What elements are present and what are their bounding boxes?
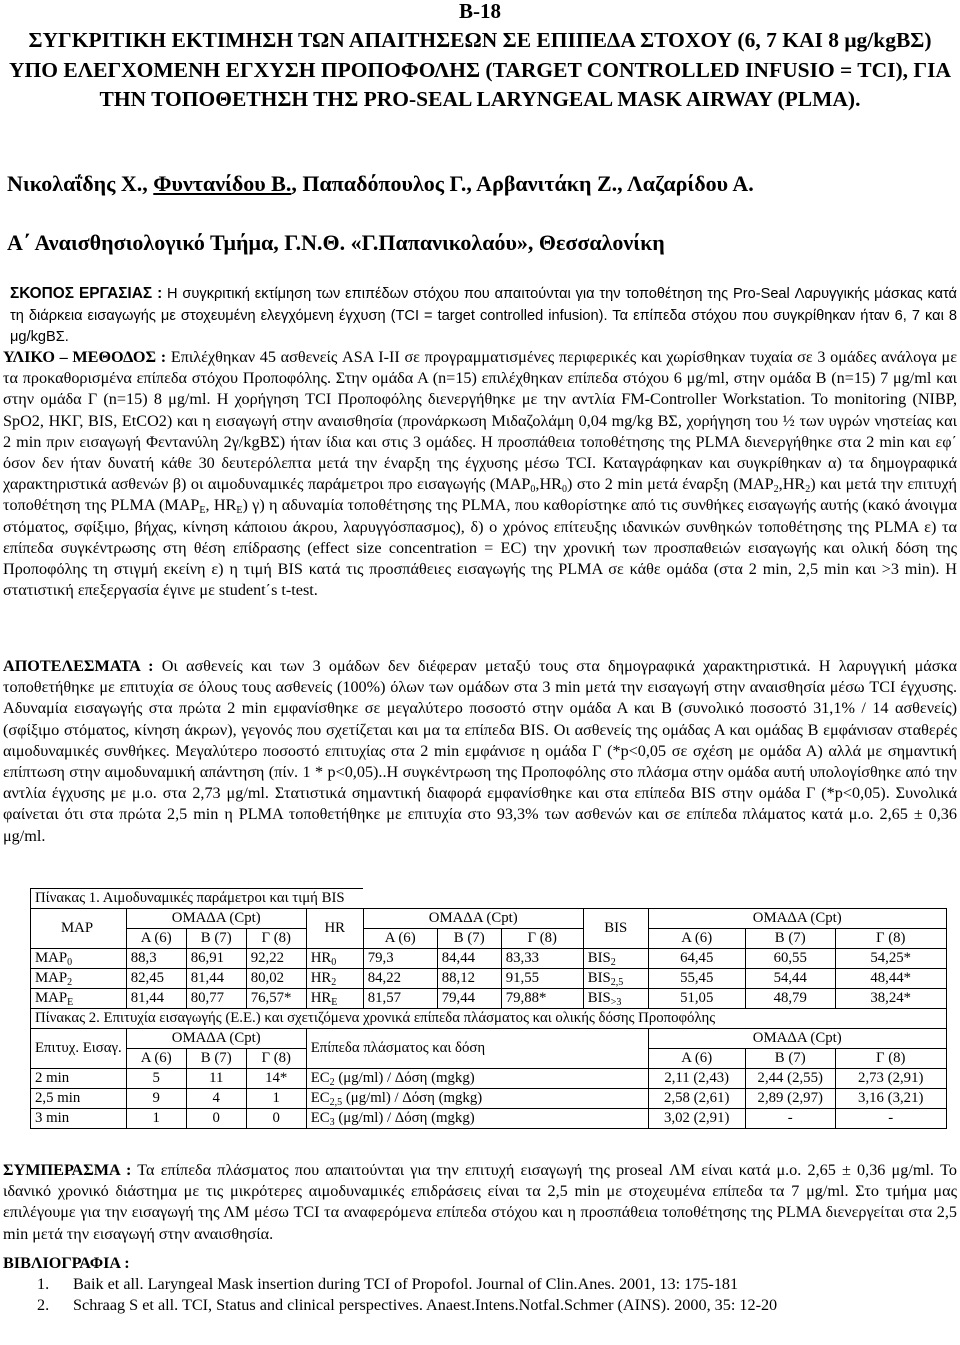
references-section <box>3 1253 777 1316</box>
table1-groups-row <box>31 929 947 949</box>
conclusion-section <box>3 1160 957 1245</box>
row-label <box>583 949 648 969</box>
reference-number: 1. <box>37 1275 50 1293</box>
table-cell: 48,79 <box>745 989 835 1009</box>
blank-cell <box>363 889 946 909</box>
ec-label <box>306 1089 648 1109</box>
table-cell: 1 <box>246 1089 306 1109</box>
table-cell: 51,05 <box>648 989 745 1009</box>
results-text: Οι ασθενείς και των 3 ομάδων δεν διέφεραν μεταξύ τους στα δημογραφικά χαρακτηριστικά. Η λαρυγγική μάσκα τοποθετήθηκε με επιτυχία σε όλους τους ασθενείς (100%) όλων των ομάδων στα 3 min μετά την εισαγωγή στην αναισθησία μέσω TCI έγχυσης. Αδυναμία εισαγωγής στα πρώτα 2 min εμφανίσθηκε σε μεγαλύτερο ποσοστό στην ομάδα Α και Β (συνολικό ποσοστό 31,1% / 14 ασθενείς) (σφίξιμο στόματος, κίνηση άκρων), γεγονός που σχετίζεται και μα τα επίπεδα BIS. Οι ασθενείς της ομάδας Α και ομάδας Β εμφάνισαν σταθερές αιμοδυναμικές συνθήκες. Μεγαλύτερο ποσοστό επιτυχίας στα 2 min εμφάνισε η ομάδα Γ (*p<0,05 σε σχέση με ομάδα Α) αλλά με σημαντική επίπτωση στην αιμοδυναμική απάντηση (πίν. 1 * p<0,05)..Η συγκέντρωση της Προποφόλης στο πλάσμα στην ομάδα αυτή υπολογίσθηκε από την αντλία έγχυσης με μ.ο. στα 2,73 μg/ml. Στατιστικά σημαντική διαφορά εμφανίσθηκε και στα επίπεδα BIS στην ομάδα Γ (*p<0,05). Συνολικά φαίνεται ότι στα πρώτα 2,5 min η PLMA τοποθετήθηκε με επιτυχία στο 93,3% των ασθενών και σε επίπεδα πλάματος κατά μ.ο. 2,65 ± 0,36 μg/ml. <box>3 657 957 845</box>
table-cell: 80,02 <box>246 969 306 989</box>
author-list <box>7 171 754 197</box>
table1-caption-row <box>31 889 947 909</box>
sub-text: Ε <box>199 505 206 517</box>
sub-text: 2,5 <box>610 977 624 988</box>
conclusion-heading: ΣΥΜΠΕΡΑΣΜΑ : <box>3 1161 132 1179</box>
sub-text: Ε <box>236 505 243 517</box>
group-label: Γ (8) <box>246 929 306 949</box>
table-cell: - <box>745 1109 835 1129</box>
row-label <box>31 989 127 1009</box>
plasma-header: Επίπεδα πλάσματος και δόση <box>306 1029 648 1069</box>
group-label: Α (6) <box>648 929 745 949</box>
group-label: Β (7) <box>437 929 501 949</box>
table-cell: 4 <box>186 1089 246 1109</box>
group-label: Γ (8) <box>835 1049 946 1069</box>
sub-text: >3 <box>610 997 622 1008</box>
bis-header: BIS <box>583 909 648 949</box>
table-cell: 0 <box>186 1109 246 1129</box>
label-text: HR <box>310 970 332 986</box>
author-others: , Παπαδόπουλος Γ., Αρβανιτάκη Ζ., Λαζαρίδου Α. <box>291 171 754 196</box>
time-label: 2 min <box>31 1069 127 1089</box>
methods-section <box>3 347 957 601</box>
table-cell: 2,73 (2,91) <box>835 1069 946 1089</box>
table-cell: 88,12 <box>437 969 501 989</box>
table-cell: 92,22 <box>246 949 306 969</box>
group-label: Β (7) <box>745 929 835 949</box>
reference-item <box>3 1274 777 1295</box>
table-cell: 83,33 <box>501 949 583 969</box>
aim-section <box>10 283 957 349</box>
sub-text: 2,5 <box>329 1097 343 1108</box>
label-text: BIS <box>587 990 611 1006</box>
table2-caption-row <box>31 1009 947 1029</box>
table-row <box>31 1069 947 1089</box>
table-cell: 14* <box>246 1069 306 1089</box>
aim-heading: ΣΚΟΠΟΣ ΕΡΓΑΣΙΑΣ : <box>10 285 163 302</box>
table-cell: 48,44* <box>835 969 946 989</box>
table-cell: 3,16 (3,21) <box>835 1089 946 1109</box>
row-label <box>306 969 363 989</box>
methods-text: , HR <box>205 496 237 515</box>
table-cell: 84,44 <box>437 949 501 969</box>
table-cell: 11 <box>186 1069 246 1089</box>
sub-text: 0 <box>67 957 73 968</box>
sub-text: 3 <box>329 1117 335 1128</box>
table-cell: 55,45 <box>648 969 745 989</box>
ec-label <box>306 1069 648 1089</box>
row-label <box>583 969 648 989</box>
reference-text: Baik et all. Laryngeal Mask insertion during TCI of Propofol. Journal of Clin.Anes. 2001, 13: 175-181 <box>73 1275 739 1293</box>
methods-text: Επιλέχθηκαν 45 ασθενείς ASA I-II σε προγραμματισμένες περιφερικές και χωρίσθηκαν τυχαία σε 3 ομάδες ανάλογα με τα προκαθορισμένα επίπεδα στόχου Προποφόλης. Στην ομάδα Α (n=15) επιλέχθηκαν επίπεδα στόχου 6 μg/ml, στην ομάδα Β (n=15) 7 μg/ml και στην ομάδα Γ (n=15) 8 μg/ml. Η χορήγηση TCI Προποφόλης διενεργήθηκε με την αντλία FM-Controller Workstation. To monitoring (NIBP, SpO2, ΗΚΓ, BIS, EtCO2) και η εισαγωγή στην αναισθησία (προνάρκωση Μιδαζολάμη 0,04 mg/kg ΒΣ, χορήγηση του ½ των υγρών νηστείας και 2 min πριν εισαγωγή Φεντανύλη 2γ/kgΒΣ) ήταν ίδια και στις 3 ομάδες. Η προσπάθεια τοποθέτησης της PLMA διενεργήθηκε στα 2 min και εφ΄ όσον δεν ήταν δυνατή κάθε 30 δευτερόλεπτα μετά την έναρξη της έγχυσης μέσω TCI. Καταγράφηκαν και συγκρίθηκαν α) τα δημογραφικά χαρακτηριστικά ασθενών β) οι αιμοδυναμικές παράμετροι προ εισαγωγής (MAP <box>3 348 957 494</box>
table-cell: 79,88* <box>501 989 583 1009</box>
table-row <box>31 989 947 1009</box>
page-code: B-18 <box>459 0 501 23</box>
sub-text: 2 <box>610 957 616 968</box>
label-text: EC <box>310 1110 330 1126</box>
group-label: Β (7) <box>745 1049 835 1069</box>
time-label: 3 min <box>31 1109 127 1129</box>
group-label: Α (6) <box>126 1049 186 1069</box>
table-cell: 54,25* <box>835 949 946 969</box>
table1-header-row <box>31 909 947 929</box>
reference-number: 2. <box>37 1296 50 1314</box>
label-text: MAP <box>35 990 68 1006</box>
hr-header: HR <box>306 909 363 949</box>
results-section <box>3 656 957 847</box>
label-text: BIS <box>587 950 611 966</box>
author-1: Νικολαΐδης Χ., <box>7 171 154 196</box>
table-cell: 2,44 (2,55) <box>745 1069 835 1089</box>
table-cell: 3,02 (2,91) <box>648 1109 745 1129</box>
table-cell: 80,77 <box>186 989 246 1009</box>
paper-title: ΣΥΓΚΡΙΤΙΚΗ ΕΚΤΙΜΗΣΗ ΤΩΝ ΑΠΑΙΤΗΣΕΩΝ ΣΕ ΕΠΙΠΕΔΑ ΣΤΟΧΟΥ (6, 7 ΚΑΙ 8 μg/kgΒΣ) ΥΠΟ ΕΛΕΓΧΟΜΕΝΗ ΕΓΧΥΣΗ ΠΡΟΠΟΦΟΛΗΣ (TARGET CONTROLLED INFUSIO = TCI), ΓΙΑ ΤΗΝ ΤΟΠΟΘΕΤΗΣΗ ΤΗΣ PRO-SEAL LARYNGEAL MASK AIRWAY (PLMA). <box>9 28 951 111</box>
success-header: Επιτυχ. Εισαγ. <box>31 1029 127 1069</box>
table1-caption: Πίνακας 1. Αιμοδυναμικές παράμετροι και τιμή BIS <box>31 889 364 909</box>
row-label <box>583 989 648 1009</box>
group-header: ΟΜΑΔΑ (Cpt) <box>648 909 946 929</box>
sub-text: E <box>331 997 338 1008</box>
table-cell: 64,45 <box>648 949 745 969</box>
table-row <box>31 1089 947 1109</box>
table-cell: 2,58 (2,61) <box>648 1089 745 1109</box>
group-label: Γ (8) <box>835 929 946 949</box>
group-label: Α (6) <box>648 1049 745 1069</box>
sub-text: E <box>67 997 74 1008</box>
group-label: Α (6) <box>363 929 437 949</box>
table-cell: 82,45 <box>126 969 186 989</box>
group-label: Γ (8) <box>246 1049 306 1069</box>
reference-item <box>3 1295 777 1316</box>
table-row <box>31 969 947 989</box>
label-text: (μg/ml) / Δόση (mgkg) <box>342 1090 483 1106</box>
group-header: ΟΜΑΔΑ (Cpt) <box>126 909 306 929</box>
row-label <box>306 949 363 969</box>
label-text: (μg/ml) / Δόση (mgkg) <box>334 1110 475 1126</box>
table-cell: 81,57 <box>363 989 437 1009</box>
group-label: Α (6) <box>126 929 186 949</box>
sub-text: 2 <box>805 484 811 496</box>
table-cell: 76,57* <box>246 989 306 1009</box>
data-tables <box>30 888 947 1129</box>
label-text: (μg/ml) / Δόση (mgkg) <box>334 1070 475 1086</box>
time-label: 2,5 min <box>31 1089 127 1109</box>
label-text: EC <box>310 1090 330 1106</box>
table-cell: 2,89 (2,97) <box>745 1089 835 1109</box>
affiliation: Α΄ Αναισθησιολογικό Τμήμα, Γ.Ν.Θ. «Γ.Παπανικολαόυ», Θεσσαλονίκη <box>7 230 665 255</box>
table-cell: 84,22 <box>363 969 437 989</box>
label-text: BIS <box>587 970 611 986</box>
group-label: Γ (8) <box>501 929 583 949</box>
table-cell: 88,3 <box>126 949 186 969</box>
sub-text: 0 <box>561 484 567 496</box>
row-label <box>31 969 127 989</box>
table-cell: 60,55 <box>745 949 835 969</box>
sub-text: 2 <box>331 977 337 988</box>
table-cell: 79,44 <box>437 989 501 1009</box>
table-cell: 0 <box>246 1109 306 1129</box>
label-text: MAP <box>35 970 68 986</box>
group-header: ΟΜΑΔΑ (Cpt) <box>648 1029 946 1049</box>
references-heading: ΒΙΒΛΙΟΓΡΑΦΙΑ : <box>3 1254 130 1272</box>
table-cell: 81,44 <box>186 969 246 989</box>
label-text: EC <box>310 1070 330 1086</box>
table-cell: 5 <box>126 1069 186 1089</box>
author-presenting: Φυντανίδου Β. <box>153 171 292 196</box>
table2-header-row <box>31 1029 947 1049</box>
methods-text: ,HR <box>535 475 562 494</box>
sub-text: 2 <box>773 484 779 496</box>
table-cell: 86,91 <box>186 949 246 969</box>
group-header: ΟΜΑΔΑ (Cpt) <box>363 909 583 929</box>
group-label: Β (7) <box>186 929 246 949</box>
sub-text: 0 <box>331 957 337 968</box>
table-cell: - <box>835 1109 946 1129</box>
sub-text: 0 <box>530 484 536 496</box>
ec-label <box>306 1109 648 1129</box>
table-cell: 9 <box>126 1089 186 1109</box>
results-heading: ΑΠΟΤΕΛΕΣΜΑΤΑ : <box>3 657 154 675</box>
table-row <box>31 1109 947 1129</box>
label-text: MAP <box>35 950 68 966</box>
row-label <box>306 989 363 1009</box>
label-text: HR <box>310 950 332 966</box>
table-row <box>31 949 947 969</box>
conclusion-text: Τα επίπεδα πλάσματος που απαιτούνται για την επιτυχή εισαγωγή της proseal ΛΜ είναι κατά μ.ο. 2,65 ± 0,36 μg/ml. Το ιδανικό χρονικό διάστημα με τις μικρότερες αιμοδυναμικές επιδράσεις είναι τα 2,5 min με στοχευμένα επίπεδα τα 7 μg/ml. Στο τμήμα μας επιλέγουμε για την εισαγωγή της ΛΜ μέσω TCI τα αναφερόμενα επίπεδα στόχου και η προσπάθεια τοποθέτησης της PLMA διενεργείται στα 2,5 min μετά την εισαγωγή στην αναισθησία. <box>3 1161 958 1243</box>
table-cell: 1 <box>126 1109 186 1129</box>
methods-heading: ΥΛΙΚΟ – ΜΕΘΟΔΟΣ : <box>3 348 167 366</box>
table-cell: 38,24* <box>835 989 946 1009</box>
table-cell: 2,11 (2,43) <box>648 1069 745 1089</box>
table2-caption: Πίνακας 2. Επιτυχία εισαγωγής (Ε.Ε.) και σχετιζόμενα χρονικά επίπεδα πλάσματος και ολικής δόσης Προποφόλης <box>31 1009 947 1029</box>
methods-text: ) γ) η αδυναμία τοποθέτησης της PLMA, που καθορίστηκε από τις συνθήκες εισαγωγής αυτής (κακό άνοιγμα στόματος, σφίξιμο, βήχας, κίνηση κάποιου άκρου, λαρυγγόσπασμος), δ) ο χρόνος επίτευξης ιδανικών συνθηκών τοποθέτησης της PLMA ε) τα επίπεδα συγκέντρωσης στη θέση επίδρασης (effect size concentration = EC) την χρονική των προσπαθειών εισαγωγής και ολική δόση της Προποφόλης τη στιγμή εκείνη ε) η τιμή BIS κατά τις προσπάθειες εισαγωγής της PLMA σε κάθε ομάδα (στα 2 min, 2,5 min και >3 min). Η στατιστική επεξεργασία έγινε με student΄s t-test. <box>3 496 957 600</box>
label-text: HR <box>310 990 332 1006</box>
table-cell: 81,44 <box>126 989 186 1009</box>
sub-text: 2 <box>329 1077 335 1088</box>
table-cell: 91,55 <box>501 969 583 989</box>
methods-text: ) στο 2 min μετά έναρξη (MAP <box>566 475 774 494</box>
row-label <box>31 949 127 969</box>
map-header: MAP <box>31 909 127 949</box>
reference-text: Schraag S et all. TCI, Status and clinical perspectives. Anaest.Intens.Notfal.Schmer (AINS). 2000, 35: 12-20 <box>73 1296 778 1314</box>
group-header: ΟΜΑΔΑ (Cpt) <box>126 1029 306 1049</box>
table-cell: 79,3 <box>363 949 437 969</box>
aim-text: Η συγκριτική εκτίμηση των επιπέδων στόχου που απαιτούνται για την τοποθέτηση της Pro-Seal Λαρυγγικής μάσκας κατά τη διάρκεια εισαγωγής με στοχευμένη ελεγχόμενη έγχυση (TCI = target controlled infusion). Τα επίπεδα στόχου που συγκρίθηκαν ήταν 6, 7 και 8 μg/kgΒΣ. <box>10 286 957 345</box>
group-label: Β (7) <box>186 1049 246 1069</box>
table-cell: 54,44 <box>745 969 835 989</box>
sub-text: 2 <box>67 977 73 988</box>
methods-text: ,HR <box>778 475 806 494</box>
methods-text: ) και μετά την επιτυχή τοποθέτηση της PLMA (MAP <box>3 475 957 515</box>
